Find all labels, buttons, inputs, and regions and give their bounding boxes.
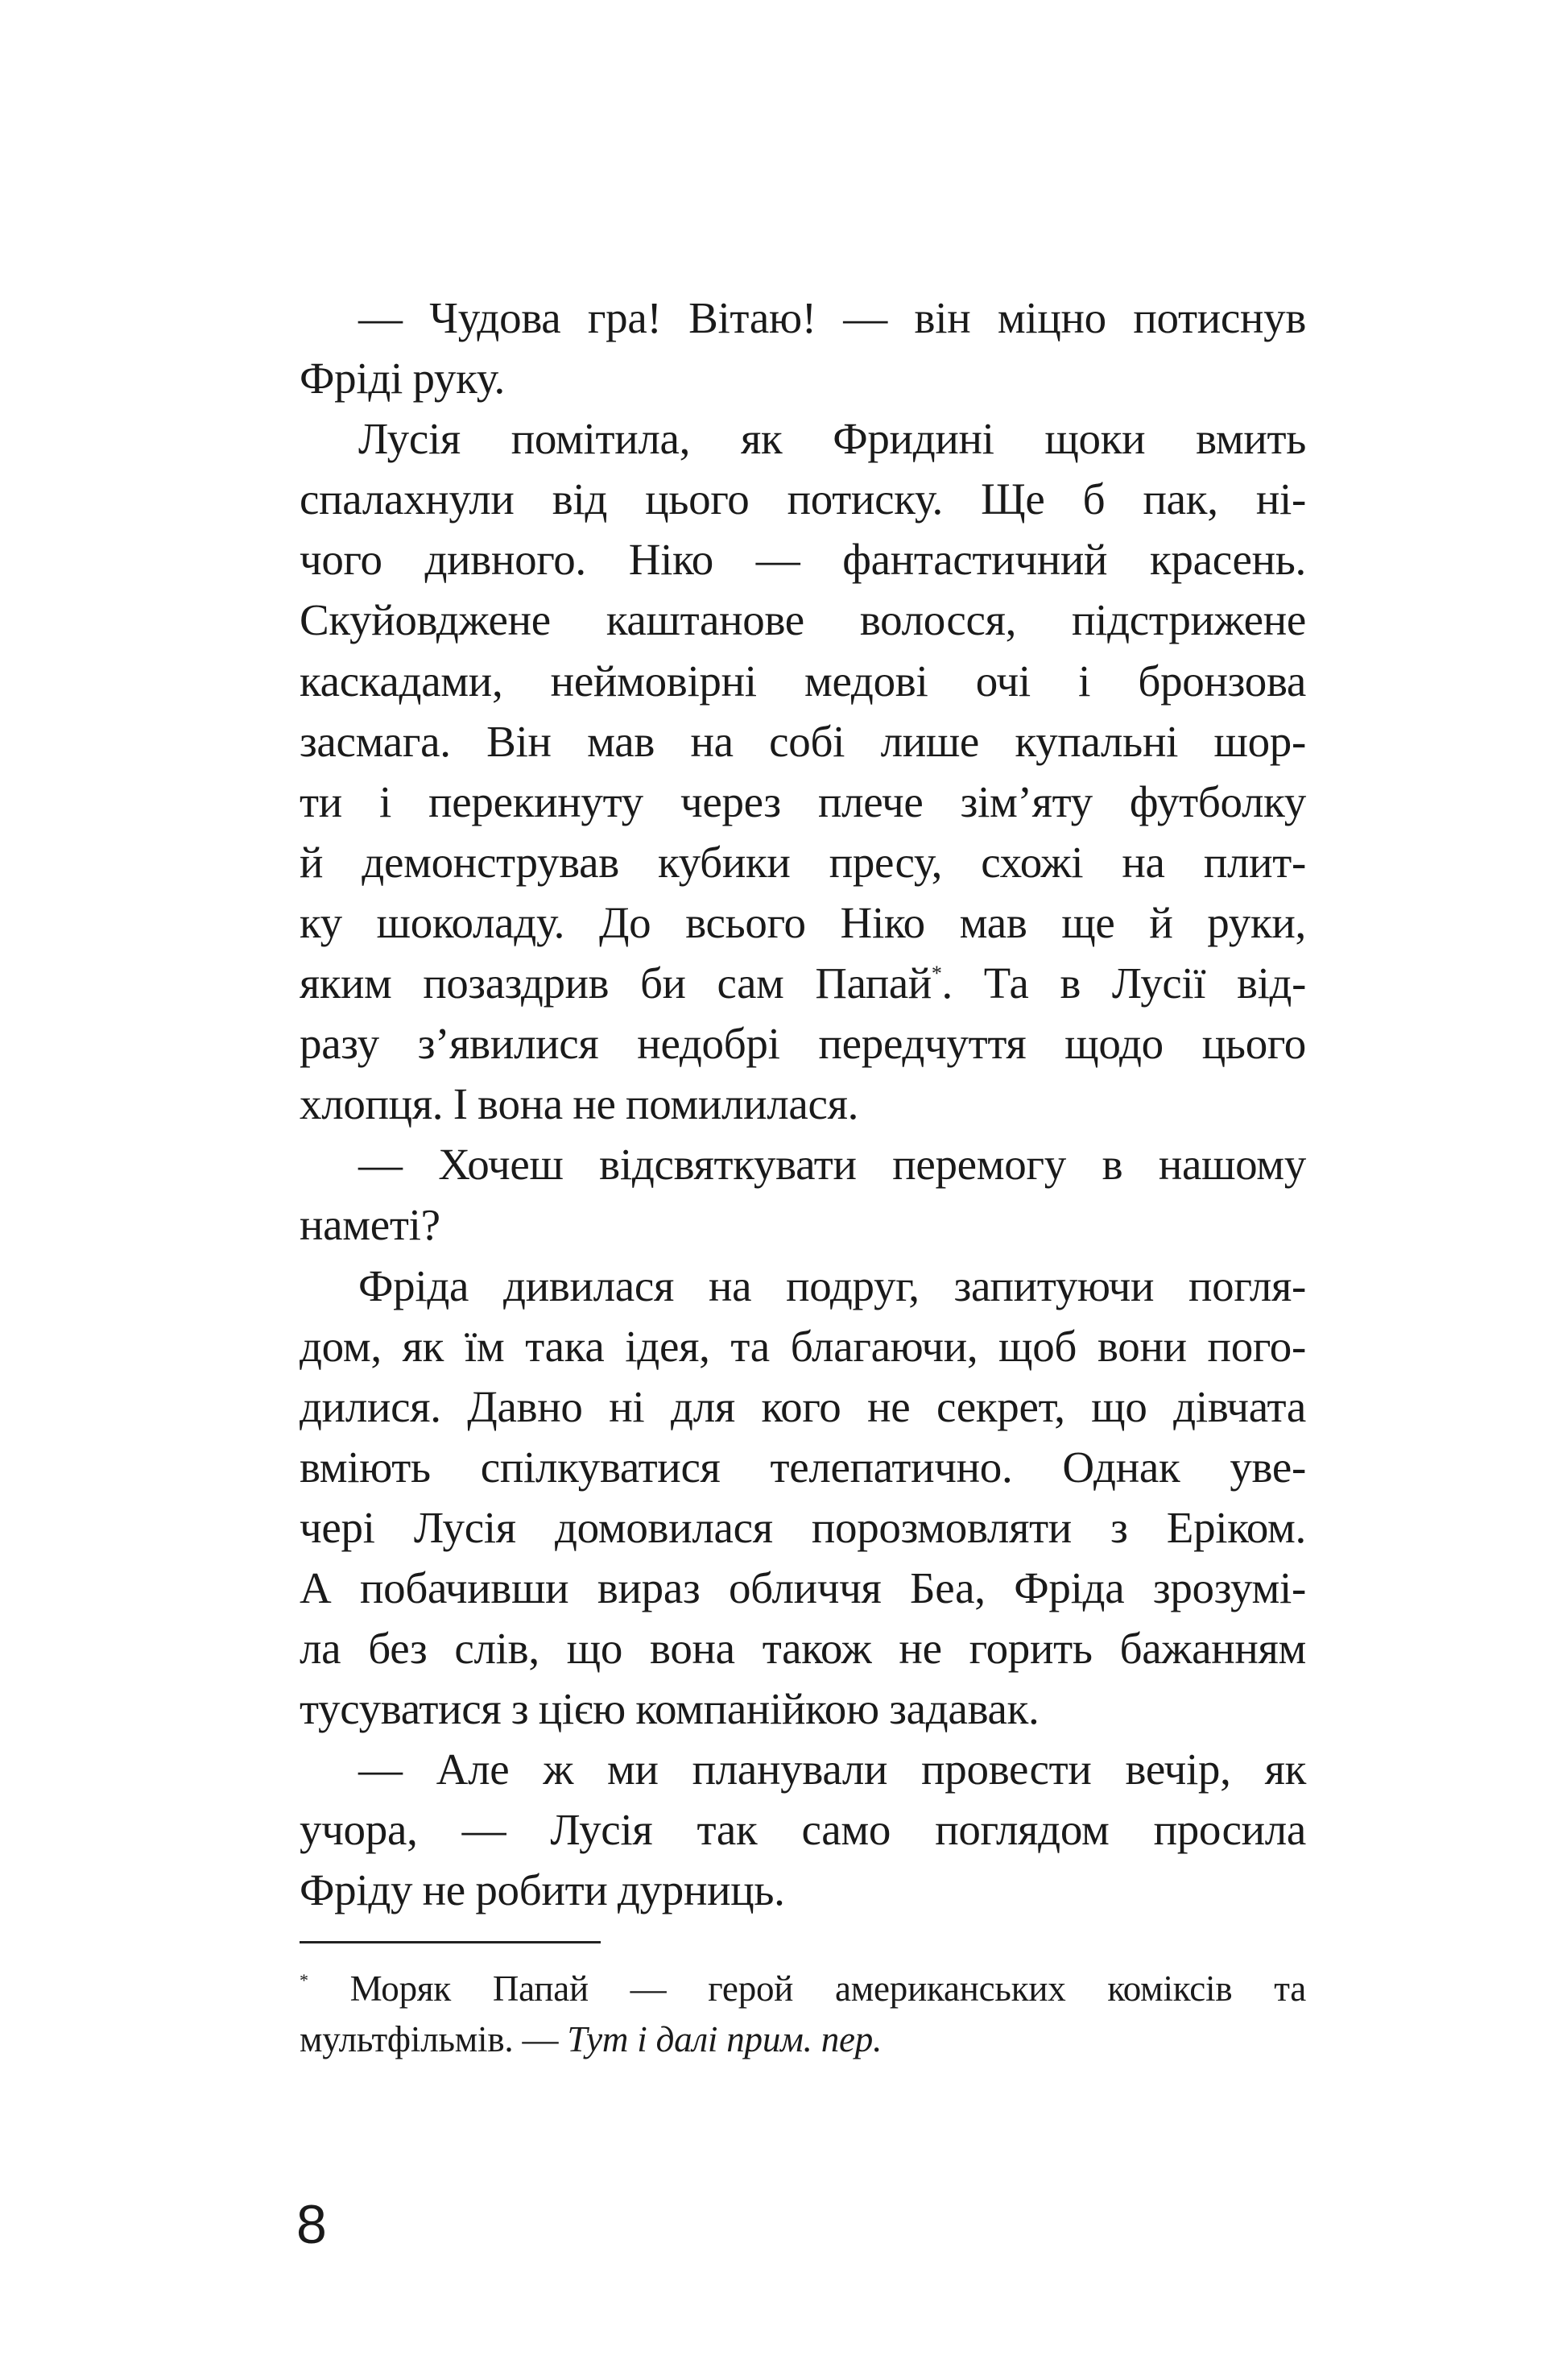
text-line: тусуватися з цією компанійкою задавак. bbox=[300, 1684, 1040, 1734]
text-line: А побачивши вираз обличчя Беа, Фріда зрозумі- bbox=[300, 1563, 1306, 1612]
text-line: чого дивного. Ніко — фантастичний красень. bbox=[300, 535, 1306, 585]
text-line: Фріду не робити дурниць. bbox=[300, 1865, 785, 1915]
text-line: учора, — Лусія так само поглядом просила bbox=[300, 1805, 1306, 1855]
footnote-text: мультфільмів. — bbox=[300, 2019, 568, 2059]
page-number: 8 bbox=[296, 2194, 327, 2255]
text-line: ла без слів, що вона також не горить бажанням bbox=[300, 1624, 1306, 1674]
text-line: й демонстрував кубики пресу, схожі на плит- bbox=[300, 837, 1306, 887]
footnote-line bbox=[300, 1964, 1306, 2014]
text-segment: яким позаздрив би сам Папай bbox=[300, 958, 932, 1008]
text-line: — Чудова гра! Вітаю! — він міцно потиснув bbox=[358, 293, 1306, 342]
footnote bbox=[300, 1964, 1306, 2065]
text-line: ку шоколаду. До всього Ніко мав ще й руки, bbox=[300, 897, 1306, 947]
footnote-divider bbox=[300, 1941, 601, 1943]
text-line: наметі? bbox=[300, 1200, 440, 1250]
text-line: Скуйовджене каштанове волосся, підстрижене bbox=[300, 595, 1306, 645]
footnote-text: Моряк Папай — герой американських коміксів та bbox=[349, 1968, 1306, 2009]
text-line: хлопця. І вона не помилилася. bbox=[300, 1079, 859, 1129]
text-line: разу з’явилися недобрі передчуття щодо цього bbox=[300, 1019, 1306, 1069]
text-line: — Хочеш відсвяткувати перемогу в нашому bbox=[358, 1140, 1306, 1190]
text-segment: . Та в Лусії від- bbox=[941, 958, 1307, 1008]
text-line: дилися. Давно ні для кого не секрет, що дівчата bbox=[300, 1381, 1306, 1431]
body-text bbox=[300, 288, 1306, 1921]
footnote-marker: * bbox=[300, 1970, 308, 1990]
text-line: Фріді руку. bbox=[300, 354, 505, 404]
text-line: Лусія помітила, як Фридині щоки вмить bbox=[358, 414, 1306, 464]
text-line: вміють спілкуватися телепатично. Однак уве- bbox=[300, 1442, 1306, 1492]
text-line: — Але ж ми планували провести вечір, як bbox=[358, 1745, 1306, 1794]
text-line: дом, як їм така ідея, та благаючи, щоб вони пого- bbox=[300, 1321, 1306, 1371]
footnote-reference[interactable]: * bbox=[931, 962, 942, 986]
text-line: засмага. Він мав на собі лише купальні шор- bbox=[300, 716, 1306, 766]
footnote-line bbox=[300, 2014, 1306, 2065]
text-line: ти і перекинуту через плече зім’яту футболку bbox=[300, 776, 1306, 826]
text-line: чері Лусія домовилася порозмовляти з Еріком. bbox=[300, 1502, 1306, 1552]
text-line: каскадами, неймовірні медові очі і бронзова bbox=[300, 656, 1306, 706]
text-line: спалахнули від цього потиску. Ще б пак, ні- bbox=[300, 474, 1306, 524]
text-line-with-footnote-ref bbox=[300, 953, 1306, 1013]
text-line: Фріда дивилася на подруг, запитуючи погля- bbox=[358, 1260, 1306, 1310]
translator-note: Тут і далі прим. пер. bbox=[567, 2019, 883, 2059]
